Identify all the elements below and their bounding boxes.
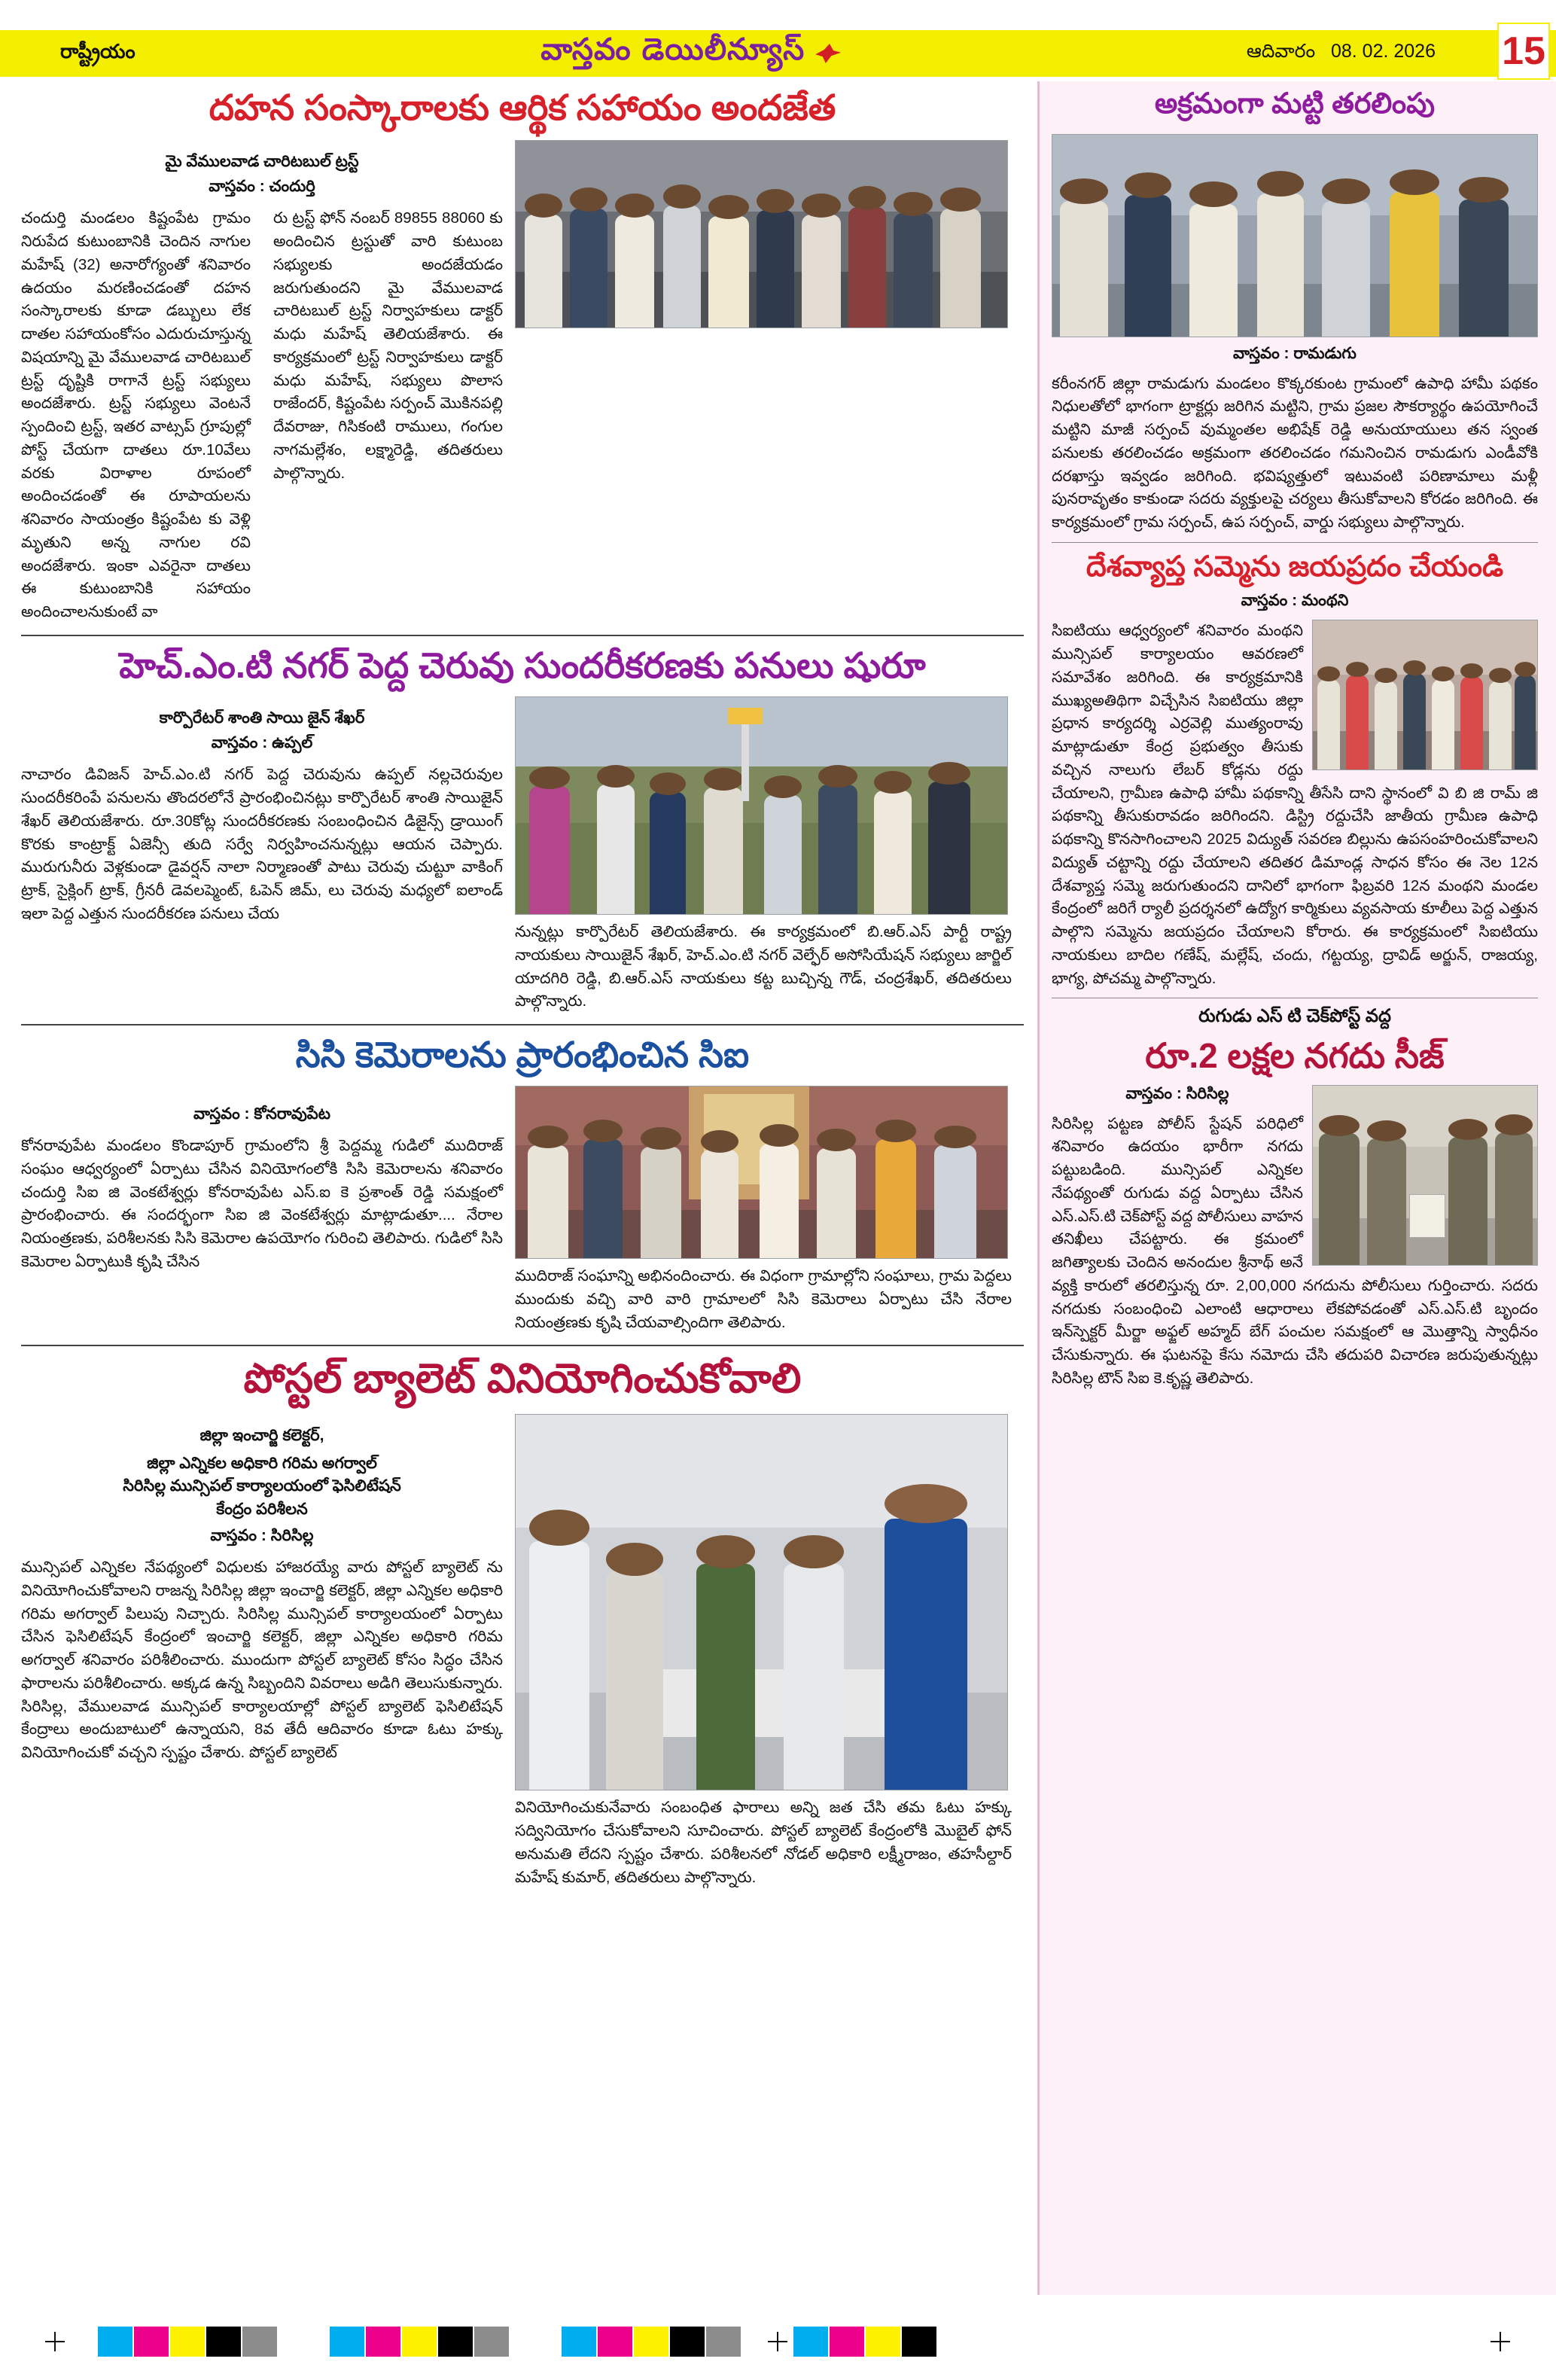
article-photo xyxy=(1312,1085,1538,1266)
article-cash-seized xyxy=(1052,1006,1538,1390)
section-label: రాష్ట్రీయం xyxy=(60,39,136,62)
article-dateline: వాస్తవం : సిరిసిల్ల xyxy=(210,1527,314,1545)
article-headline: దహన సంస్కారాలకు ఆర్థిక సహాయం అందజేత xyxy=(209,87,836,127)
article-credit-1: జిల్లా ఇంచార్జి కలెక్టర్, xyxy=(199,1427,324,1445)
article-dateline: వాస్తవం : చందుర్తి xyxy=(209,178,315,196)
article-credit-4: కేంద్రం పరిశీలన xyxy=(216,1500,308,1518)
article-postal-ballot xyxy=(21,1355,1024,1889)
paper-subtitle: డెయిలీన్యూస్ xyxy=(641,32,805,66)
bird-icon xyxy=(815,44,841,63)
article-headline: హెచ్.ఎం.టి నగర్ పెద్ద చెరువు సుందరీకరణకు పనులు షురూ xyxy=(119,645,926,685)
article-photo xyxy=(515,1086,1008,1259)
date-label: 08. 02. 2026 xyxy=(1330,40,1436,62)
right-column xyxy=(1037,81,1556,2295)
color-swatch xyxy=(170,2327,205,2357)
article-credit: కార్పొరేటర్ శాంతి సాయి జైన్ శేఖర్ xyxy=(159,709,365,727)
article-nationwide-strike xyxy=(1052,550,1538,991)
article-body-col1: మున్సిపల్ ఎన్నికల నేపథ్యంలో విధులకు హాజరయ్యే వారు పోస్టల్ బ్యాలెట్ ను వినియోగించుకోవాలని రాజన్న సిరిసిల్ల జిల్లా ఇంచార్జి కలెక్టర్, జిల్లా ఎన్నికల అధికారి గరిమ అగర్వాల్ పిలుపు నిచ్చారు. సిరిసిల్ల మున్సిపల్ కార్యాలయంలో ఏర్పాటు చేసిన ఫెసిలిటేషన్ కేంద్రంలో ఇంచార్జి కలెక్టర్, జిల్లా ఎన్నికల అధికారి గరిమ అగర్వాల్ శనివారం పరిశీలించారు. ముందుగా పోస్టల్ బ్యాలెట్ కోసం సిద్ధం చేసిన ఫారాలను పరిశీలించారు. అక్కడ ఉన్న సిబ్బందిని వివరాలు అడిగి తెలుసుకున్నారు. సిరిసిల్ల, వేములవాడ మున్సిపల్ కార్యాలయాల్లో పోస్టల్ బ్యాలెట్ ఫెసిలిటేషన్ కేంద్రాలు అందుబాటులో ఉన్నాయని, 8వ తేదీ ఆదివారం కూడా ఓటు హక్కు వినియోగించుకో వచ్చని స్పష్టం చేశారు. పోస్టల్ బ్యాలెట్ xyxy=(21,1559,503,1762)
article-dateline: వాస్తవం : కోనరావుపేట xyxy=(193,1105,330,1123)
registration-mark xyxy=(768,2332,787,2351)
color-swatch xyxy=(242,2327,277,2357)
color-swatches xyxy=(98,2327,938,2357)
article-headline: రూ.2 లక్షల నగదు సీజ్ xyxy=(1145,1036,1445,1076)
registration-mark xyxy=(45,2332,65,2351)
article-photo xyxy=(1052,134,1538,337)
article-credit-2: జిల్లా ఎన్నికల అధికారి గరిమ అగర్వాల్ xyxy=(147,1454,377,1472)
color-swatch xyxy=(366,2327,400,2357)
article-photo xyxy=(515,1414,1008,1790)
color-swatch xyxy=(402,2327,437,2357)
article-headline: దేశవ్యాప్త సమ్మెను జయప్రదం చేయండి xyxy=(1086,550,1504,583)
paper-title: వాస్తవం xyxy=(540,32,632,66)
left-column xyxy=(0,81,1037,2295)
color-swatch xyxy=(98,2327,132,2357)
article-body: సిరిసిల్ల పట్టణ పోలీస్ స్టేషన్ పరిధిలో శనివారం ఉదయం భారీగా నగదు పట్టుబడింది. మున్సిపల్ ఎన్నికల నేపథ్యంతో రుగుడు వద్ద ఏర్పాటు చేసిన ఎస్.ఎస్.టి చెక్‌పోస్ట్ వద్ద పోలీసులు వాహన తనిఖీలు చేపట్టారు. ఈ క్రమంలో జగిత్యాలకు చెందిన అనందుల శ్రీనాథ్ అనే వ్యక్తి కారులో తరలిస్తున్న రూ. 2,00,000 నగదును పోలీసులు గుర్తించారు. సదరు నగదుకు సంబంధించి ఎలాంటి ఆధారాలు లేకపోవడంతో ఎస్.ఎస్.టి బృందం ఇన్‌స్పెక్టర్ మీర్జా అఫ్జల్ అహ్మద్ బేగ్ పంచుల సమక్షంలో ఆ మొత్తాన్ని స్వాధీనం చేసుకున్నారు. ఈ ఘటనపై కేసు నమోదు చేసి తదుపరి విచారణ జరుపుతున్నట్లు సిరిసిల్ల టౌన్ సిఐ కె.కృష్ణ తెలిపారు. xyxy=(1052,1114,1538,1387)
color-swatch xyxy=(330,2327,364,2357)
color-swatch xyxy=(706,2327,741,2357)
article-credit: మై వేములవాడ చారిటబుల్ ట్రస్ట్ xyxy=(165,153,359,171)
article-headline: పోస్టల్ బ్యాలెట్ వినియోగించుకోవాలి xyxy=(243,1356,802,1402)
color-swatch xyxy=(634,2327,668,2357)
color-swatch xyxy=(474,2327,509,2357)
article-credit-3: సిరిసిల్ల మున్సిపల్ కార్యాలయంలో ఫెసిలిటేషన్ xyxy=(123,1477,401,1495)
article-donation xyxy=(21,87,1024,624)
color-swatch xyxy=(562,2327,596,2357)
article-headline: అక్రమంగా మట్టి తరలింపు xyxy=(1154,88,1436,120)
section-divider xyxy=(21,1345,1024,1346)
article-cctv xyxy=(21,1035,1024,1334)
print-registration-bar xyxy=(0,2324,1556,2359)
page-content xyxy=(0,81,1556,2295)
registration-mark xyxy=(1491,2332,1510,2351)
article-body-col1: నాచారం డివిజన్ హెచ్.ఎం.టి నగర్ పెద్ద చెరువును ఉప్పల్ నల్లచెరువుల సుందరీకరింపే పనులను తొందరలోనే ప్రారంభించినట్లు కార్పొరేటర్ శాంతి సాయిజైన్ శేఖర్ తెలియజేశారు. రూ.30కోట్ల సుందరీకరణకు సంబంధించిన డిజైన్స్ డ్రాయింగ్ కొరకు కాంట్రాక్ట్ ఏజెన్సీ తుది సర్వే నిర్వహించనున్నట్లు ఆయన చెప్పారు. మురుగునీరు వెళ్లకుండా డైవర్షన్ నాలా నిర్మాణంతో పాటు చెరువు చుట్టూ వాకింగ్ ట్రాక్, సైక్లింగ్ ట్రాక్, గ్రీనరీ డెవలప్మెంట్, ఓపెన్ జిమ్, లు చెరువు మధ్యలో ఐలాండ్ ఇలా పెద్ద ఎత్తున సుందరీకరణ పనులు చేయ xyxy=(21,766,503,922)
color-swatch xyxy=(793,2327,828,2357)
masthead-logo xyxy=(540,33,841,75)
color-swatch xyxy=(206,2327,241,2357)
page-number: 15 xyxy=(1497,23,1550,80)
section-divider xyxy=(21,1024,1024,1025)
article-lake-beautification xyxy=(21,645,1024,1013)
section-divider xyxy=(1052,542,1538,543)
photo-caption: ముదిరాజ్ సంఘాన్ని అభినందించారు. ఈ విధంగా గ్రామాల్లోని సంఘాలు, గ్రామ పెద్దలు ముందుకు వచ్చి వారి వారి గ్రామాలలో సిసి కెమెరాలు ఏర్పాటు చేసి నేరాల నియంత్రణకు కృషి చేయవాల్సిందిగా తెలిపారు. xyxy=(515,1267,1012,1331)
article-body: సిఐటియు ఆధ్వర్యంలో శనివారం మంథని మున్సిపల్ కార్యాలయం ఆవరణలో సమావేశం జరిగింది. ఈ కార్యక్రమానికి ముఖ్యఅతిథిగా విచ్చేసిన సిఐటియు జిల్లా ప్రధాన కార్యదర్శి ఎర్రవెల్లి ముత్యంరావు మాట్లాడుతూ కేంద్ర ప్రభుత్వం తీసుకు వచ్చిన నాలుగు లేబర్ కోడ్లను రద్దు చేయాలని, గ్రామీణ ఉపాధి హామీ పథకాన్ని తీసేసి దాని స్థానంలో వి బి జి రామ్ జి పథకాన్ని తీసుకురావడం జరిగిందని. డిస్ట్రి రద్దుచేసి జాతీయ గ్రామీణ ఉపాధి పథకాన్ని కొనసాగించాలని 2025 విద్యుత్ సవరణ బిల్లును ఉపసంహరించుకోవాలని విద్యుత్ చట్టాన్ని రద్దు చేయాలని తదితర డిమాండ్ల సాధన కోసం ఈ నెల 12న దేశవ్యాప్త సమ్మె జరుగుతుందని దానిలో భాగంగా ఫిబ్రవరి 12న మంథని మండల కేంద్రంలో జరిగే ర్యాలీ ప్రదర్శనలో ఉద్యోగ కార్మికులు వ్యవసాయ కూలీలు పెద్ద ఎత్తున పాల్గొని సమ్మెను జయప్రదం చేయాలని కోరారు. ఈ కార్యక్రమంలో సిఐటియు నాయకులు బాదిల గణేష్, మల్లేష్, చందు, గట్టయ్య, ద్రావిడ్ అర్జున్, రాజయ్య, భాగ్య, పోచమ్మ పాల్గొన్నారు. xyxy=(1052,622,1538,987)
article-body: కరీంనగర్ జిల్లా రామడుగు మండలం కొక్కరకుంట గ్రామంలో ఉపాధి హామీ పథకం నిధులతోలో భాగంగా ట్రాక్టర్లు జరిగిన మట్టిని, గ్రామ ప్రజల సౌకర్యార్థం ఉపయోగించే మట్టిని మాజీ సర్పంచ్ వుమ్మంతల అభిషేక్ రెడ్డి అనుయాయులు తన స్వంత పనులకు తరలించడం అక్రమంగా తరలించడం గమనించిన రామడుగు ఎండీవోకి దరఖాస్తు ఇవ్వడం జరిగింది. భవిష్యత్తులో ఇటువంటి పరిణామాలు మళ్లీ పునరావృతం కాకుండా సదరు వ్యక్తులపై చర్యలు తీసుకోవాలని కోరడం జరిగింది. ఈ కార్యక్రమంలో గ్రామ సర్పంచ్, ఉప సర్పంచ్, వార్డు సభ్యులు పాల్గొన్నారు. xyxy=(1052,374,1538,532)
color-swatch xyxy=(830,2327,864,2357)
article-dateline: వాస్తవం : రామడుగు xyxy=(1233,344,1357,362)
article-photo xyxy=(515,140,1008,328)
color-swatch xyxy=(670,2327,705,2357)
article-kicker: రుగుడు ఎస్ టి చెక్‌పోస్ట్ వద్ద xyxy=(1198,1006,1391,1027)
color-swatch xyxy=(866,2327,900,2357)
article-dateline: వాస్తవం : ఉప్పల్ xyxy=(211,734,313,752)
article-photo xyxy=(515,696,1008,915)
article-dateline: వాస్తవం : సిరిసిల్ల xyxy=(1125,1084,1229,1102)
section-divider xyxy=(21,635,1024,636)
article-body-col1: కోనరావుపేట మండలం కొండాపూర్ గ్రామంలోని శ్రీ పెద్దమ్మ గుడిలో ముదిరాజ్ సంఘం ఆధ్వర్యంలో ఏర్పాటు చేసిన వినియోగంలోకి సిసి కెమెరాలను శనివారం చందుర్తి సిఐ జి వెంకటేశ్వర్లు కోనరావుపేట ఎస్.ఐ కె ప్రశాంత్ రెడ్డి సమక్షంలో ప్రారంభించారు. ఈ సందర్భంగా సిఐ జి వెంకటేశ్వర్లు మాట్లాడుతూ.... నేరాల నియంత్రణకు, పరిశీలనకు సిసి కెమెరాల ఉపయోగం గురించి తెలిపారు. గుడిలో సిసి కెమెరాల ఏర్పాటుకి కృషి చేసిన xyxy=(21,1137,503,1270)
article-body-col2: రు ట్రస్ట్ ఫోన్ నంబర్ 89855 88060 కు అందించిన ట్రస్టుతో వారి కుటుంబ సభ్యులకు అందజేయడం జరుగుతుందని మై వేములవాడ చారిటబుల్ ట్రస్ట్ నిర్వాహకులు డాక్టర్ మధు మహేష్ తెలియజేశారు. ఈ కార్యక్రమంలో ట్రస్ట్ నిర్వాహకులు డాక్టర్ మధు మహేష్, సభ్యులు పొలాస రాజేందర్, కిష్టంపేట సర్పంచ్ మొకినపల్లి దేవరాజు, గిసికంటి రాములు, గంగుల నాగమల్లేశం, లక్ష్మారెడ్డి, తదితరులు పాల్గొన్నారు. xyxy=(273,209,503,482)
article-dateline: వాస్తవం : మంథని xyxy=(1241,592,1349,610)
color-swatch xyxy=(438,2327,473,2357)
color-swatch xyxy=(134,2327,169,2357)
article-body-col1: చందుర్తి మండలం కిష్టంపేట గ్రామం నిరుపేద కుటుంబానికి చెందిన నాగుల మహేష్ (32) అనారోగ్యంతో శనివారం ఉదయం మరణించడంతో దహన సంస్కారాలకు కూడా డబ్బులు లేక దాతల సహాయంకోసం ఎదురుచూస్తున్న విషయాన్ని మై వేములవాడ చారిటబుల్ ట్రస్ట్ దృష్టికి రాగానే ట్రస్ట్ సభ్యులు అందజేశారు. ట్రస్ట్ సభ్యులు వెంటనే స్పందించి ట్రస్ట్, ఇతర వాట్సప్ గ్రూపుల్లో పోస్ట్ చేయగా దాతలు రూ.10వేలు వరకు విరాళాల రూపంలో అందించడంతో ఈ రూపాయలను శనివారం సాయంత్రం కిష్టంపేట కు వెళ్లి మృతుని అన్న నాగుల రవి అందజేశారు. ఇంకా ఎవరైనా దాతలు ఈ కుటుంబానికి సహాయం అందించాలనుకుంటే వా xyxy=(21,209,251,621)
color-swatch xyxy=(598,2327,632,2357)
masthead xyxy=(0,30,1556,77)
article-headline: సిసి కెమెరాలను ప్రారంభించిన సిఐ xyxy=(295,1035,750,1075)
photo-caption: నున్నట్లు కార్పొరేటర్ తెలియజేశారు. ఈ కార్యక్రమంలో బి.ఆర్.ఎస్ పార్టీ రాష్ట్ర నాయకులు సాయిజైన్ శేఖర్, హెచ్.ఎం.టి నగర్ వెల్ఫేర్ అసోసియేషన్ సభ్యులు జార్జిల్ యాదగిరి రెడ్డి, బి.ఆర్.ఎస్ నాయకులు కట్ట బుచ్చిన్న గౌడ్, చంద్రశేఖర్, తదితరులు పాల్గొన్నారు. xyxy=(515,923,1012,1010)
article-photo xyxy=(1312,620,1538,770)
day-label: ఆదివారం xyxy=(1246,40,1316,62)
color-swatch xyxy=(902,2327,936,2357)
article-illegal-soil xyxy=(1052,87,1538,535)
photo-caption: వినియోగించుకునేవారు సంబంధిత ఫారాలు అన్ని జత చేసి తమ ఓటు హక్కు సద్వినియోగం చేసుకోవాలని సూచించారు. పోస్టల్ బ్యాలెట్ కేంద్రంలోకి మొబైల్ ఫోన్ అనుమతి లేదని స్పష్టం చేశారు. పరిశీలనలో నోడల్ అధికారి లక్ష్మీరాజం, తహసీల్దార్ మహేష్ కుమార్, తదితరులు పాల్గొన్నారు. xyxy=(515,1799,1012,1886)
